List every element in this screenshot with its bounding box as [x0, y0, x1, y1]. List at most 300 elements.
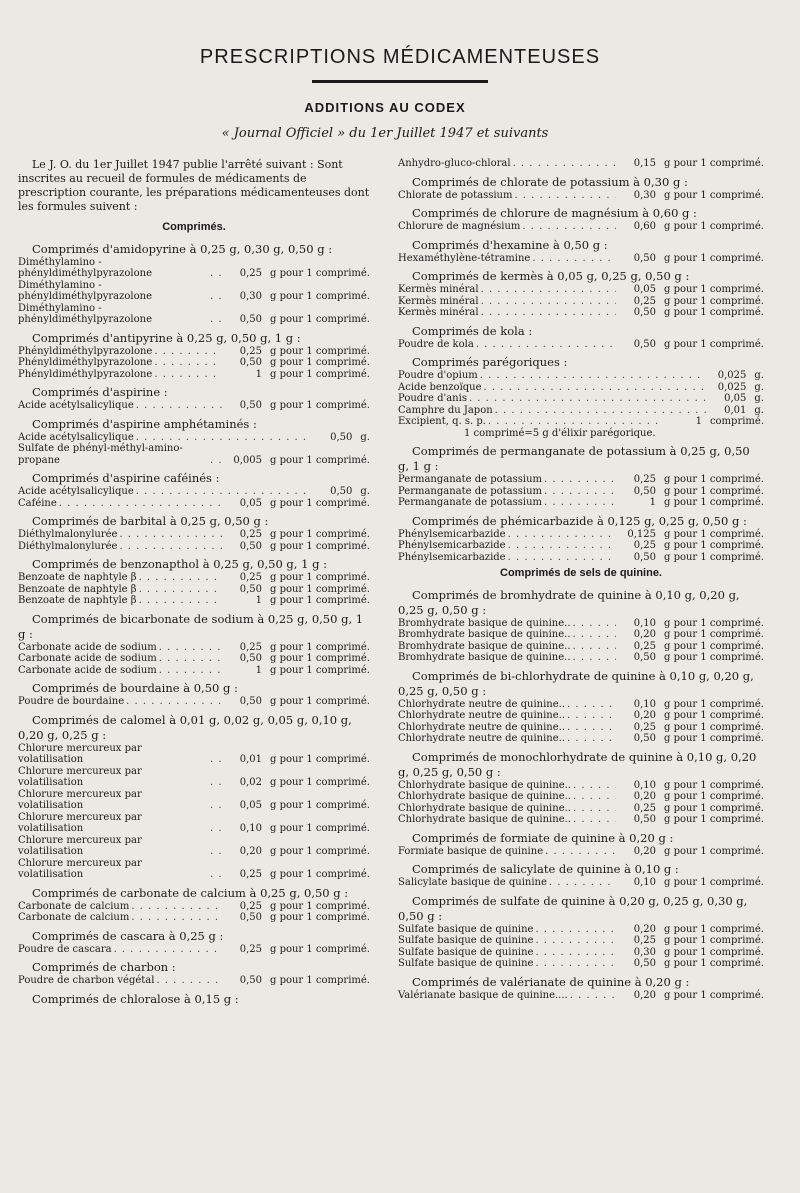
formula-group — [18, 681, 370, 708]
ingredient-quantity: 0,25 — [633, 721, 656, 733]
leader-dots — [535, 958, 616, 970]
ingredient-quantity: 0,005 — [233, 454, 262, 466]
leader-dots — [136, 432, 313, 444]
formula-group — [18, 992, 370, 1007]
ingredient-row — [398, 416, 764, 428]
ingredient-row — [18, 975, 370, 987]
ingredient-quantity: 0,25 — [239, 943, 262, 955]
formula-group — [398, 862, 764, 889]
ingredient-name: Anhydro-gluco-chloral — [398, 158, 511, 169]
ingredient-name: Chlorure de magnésium — [398, 221, 521, 232]
ingredient-unit: g pour 1 comprimé. — [663, 284, 764, 295]
ingredient-row — [18, 642, 370, 654]
ingredient-unit: g. — [360, 486, 370, 497]
ingredient-quantity: 0,50 — [633, 733, 656, 744]
ingredient-row — [398, 190, 764, 202]
ingredient-row — [398, 529, 764, 541]
ingredient-row — [398, 958, 764, 970]
ingredient-quantity: 0,50 — [633, 958, 656, 969]
ingredient-unit: g pour 1 comprimé. — [269, 583, 370, 595]
ingredient-unit: g pour 1 comprimé. — [269, 975, 370, 986]
leader-dots — [114, 944, 222, 956]
ingredient-row — [398, 803, 764, 815]
formula-heading: Comprimés de formiate de quinine à 0,20 g : — [412, 830, 674, 845]
ingredient-unit: g pour 1 comprimé. — [663, 485, 764, 497]
formula-note: 1 comprimé=5 g d'élixir parégorique. — [464, 427, 656, 439]
ingredient-quantity: 0,25 — [633, 295, 656, 307]
ingredient-row — [18, 486, 370, 498]
ingredient-row — [18, 541, 370, 553]
page-title: PRESCRIPTIONS MÉDICAMENTEUSES — [199, 46, 601, 68]
leader-dots — [508, 552, 616, 564]
ingredient-row — [398, 486, 764, 498]
ingredient-name: Chlorure mercureux par volatilisation — [18, 788, 142, 811]
ingredient-name: Formiate basique de quinine — [398, 845, 544, 857]
ingredient-unit: g pour 1 comprimé. — [269, 400, 370, 411]
intro-paragraph: Le J. O. du 1er Juillet 1947 publie l'arrêté suivant : Sont inscrites au recueil de formules de médicaments de prescription courante, les préparations médicamenteuses dont les formules suivent : — [18, 158, 370, 213]
ingredient-unit: g pour 1 comprimé. — [663, 652, 764, 663]
ingredient-row — [398, 253, 764, 265]
ingredient-unit: g pour 1 comprimé. — [269, 641, 370, 653]
ingredient-row — [398, 652, 764, 664]
ingredient-quantity: 0,50 — [330, 431, 353, 443]
formula-heading: Comprimés d'hexamine à 0,50 g : — [412, 237, 608, 252]
ingredient-name: Poudre de cascara — [18, 943, 112, 955]
leader-dots — [544, 474, 616, 486]
formula-heading: Comprimés de phémicarbazide à 0,125 g, 0,25 g, 0,50 g : — [412, 513, 747, 528]
formula-group — [18, 417, 370, 467]
ingredient-quantity: 0,30 — [239, 291, 262, 302]
ingredient-quantity: 0,10 — [239, 823, 262, 834]
ingredient-quantity: 1 — [649, 497, 656, 508]
ingredient-quantity: 0,25 — [633, 640, 656, 652]
ingredient-quantity: 0,20 — [633, 845, 656, 857]
ingredient-name: Kermès minéral — [398, 284, 479, 295]
ingredient-row — [398, 497, 764, 509]
leader-dots — [210, 823, 222, 835]
ingredient-quantity: 0,025 — [717, 381, 747, 393]
ingredient-row — [18, 369, 370, 381]
leader-dots — [469, 393, 706, 405]
formula-group — [398, 514, 764, 564]
ingredient-name: Chlorure mercureux par volatilisation — [18, 834, 142, 857]
ingredient-quantity: 0,15 — [633, 158, 656, 169]
ingredient-unit: g pour 1 comprimé. — [663, 814, 764, 825]
formula-heading: Comprimés de chloralose à 0,15 g : — [32, 991, 239, 1006]
ingredient-name: Chlorhydrate basique de quinine.. — [398, 779, 571, 791]
ingredient-quantity: 0,25 — [239, 529, 262, 540]
ingredient-row — [398, 370, 764, 382]
ingredient-unit: g. — [754, 381, 764, 393]
ingredient-row — [398, 791, 764, 803]
ingredient-name: Sulfate basique de quinine — [398, 935, 534, 946]
ingredient-unit: g pour 1 comprimé. — [269, 540, 370, 552]
leader-dots — [544, 497, 616, 509]
leader-dots — [210, 846, 222, 858]
ingredient-unit: g pour 1 comprimé. — [269, 777, 370, 788]
leader-dots — [488, 416, 662, 428]
ingredient-row — [18, 912, 370, 924]
ingredient-name: Phénylsemicarbazide — [398, 528, 506, 540]
formula-heading: Comprimés de bicarbonate de sodium à 0,25 g, 0,50 g, 1 g : — [18, 611, 364, 641]
ingredient-row — [398, 284, 764, 296]
page-subtitle: ADDITIONS AU CODEX — [304, 100, 466, 115]
ingredient-row — [398, 474, 764, 486]
ingredient-unit: g pour 1 comprimé. — [269, 900, 370, 912]
ingredient-unit: g pour 1 comprimé. — [663, 474, 764, 485]
leader-dots — [139, 584, 222, 596]
ingredient-row — [398, 641, 764, 653]
ingredient-row — [18, 432, 370, 444]
leader-dots — [159, 665, 222, 677]
formula-heading: Comprimés de charbon : — [32, 960, 176, 974]
leader-dots — [508, 529, 616, 541]
ingredient-quantity: 0,60 — [633, 221, 656, 232]
leader-dots — [573, 618, 616, 630]
formula-group — [398, 444, 764, 509]
ingredient-quantity: 0,20 — [633, 923, 656, 935]
formula-group — [398, 206, 764, 233]
formula-heading: Comprimés parégoriques : — [412, 355, 568, 369]
ingredient-row — [398, 158, 764, 170]
ingredient-row — [18, 696, 370, 708]
formula-group — [398, 831, 764, 858]
ingredient-quantity: 0,50 — [239, 696, 262, 707]
ingredient-quantity: 0,50 — [239, 583, 262, 595]
formula-heading: Comprimés de sulfate de quinine à 0,20 g, 0,25 g, 0,30 g, 0,50 g : — [398, 893, 748, 923]
ingredient-quantity: 0,20 — [633, 989, 656, 1001]
formula-heading: Comprimés d'aspirine : — [32, 385, 168, 399]
ingredient-name: Chlorhydrate basique de quinine.. — [398, 791, 571, 802]
leader-dots — [159, 642, 222, 654]
leader-dots — [513, 158, 616, 170]
ingredient-name: Sulfate basique de quinine — [398, 958, 534, 969]
formula-group — [398, 355, 764, 439]
ingredient-row — [18, 443, 370, 466]
formula-heading: Comprimés de bi-chlorhydrate de quinine à 0,10 g, 0,20 g, 0,25 g, 0,50 g : — [398, 668, 754, 698]
formula-heading: Comprimés de valérianate de quinine à 0,20 g : — [412, 974, 690, 989]
ingredient-row — [18, 357, 370, 369]
leader-dots — [139, 572, 222, 584]
ingredient-quantity: 0,50 — [633, 652, 656, 663]
formula-group — [398, 975, 764, 1002]
ingredient-unit: g pour 1 comprimé. — [269, 314, 370, 325]
ingredient-row — [398, 393, 764, 405]
ingredient-name: Benzoate de naphtyle β — [18, 583, 137, 595]
ingredient-unit: g pour 1 comprimé. — [663, 733, 764, 744]
ingredient-unit: g pour 1 comprimé. — [663, 295, 764, 307]
ingredient-unit: g pour 1 comprimé. — [269, 454, 370, 466]
ingredient-quantity: 0,25 — [633, 540, 656, 551]
ingredient-quantity: 0,50 — [633, 338, 656, 350]
source-line: « Journal Officiel » du 1er Juillet 1947 et suivants — [221, 126, 549, 141]
formula-group — [398, 269, 764, 319]
formula-heading: Comprimés de bourdaine à 0,50 g : — [32, 681, 238, 695]
leader-dots — [481, 296, 616, 308]
ingredient-row — [18, 280, 370, 303]
ingredient-name: Sulfate basique de quinine — [398, 923, 534, 935]
ingredient-unit: g pour 1 comprimé. — [269, 497, 370, 509]
ingredient-name: Acide acétylsalicylique — [18, 431, 134, 443]
leader-dots — [136, 486, 313, 498]
ingredient-row — [398, 339, 764, 351]
ingredient-row — [18, 901, 370, 913]
ingredient-row — [18, 346, 370, 358]
ingredient-unit: g pour 1 comprimé. — [663, 551, 764, 563]
leader-dots — [210, 754, 222, 766]
leader-dots — [514, 190, 616, 202]
formula-heading: Comprimés de bromhydrate de quinine à 0,10 g, 0,20 g, 0,25 g, 0,50 g : — [398, 587, 740, 617]
ingredient-unit: g pour 1 comprimé. — [269, 846, 370, 857]
leader-dots — [131, 912, 222, 924]
ingredient-row — [18, 572, 370, 584]
ingredient-row — [18, 257, 370, 280]
ingredient-unit: g. — [754, 393, 764, 404]
section-heading: Comprimés. — [162, 221, 226, 233]
ingredient-quantity: 0,20 — [633, 629, 656, 640]
formula-group — [398, 324, 764, 351]
ingredient-quantity: 0,05 — [239, 497, 262, 509]
ingredient-unit: g pour 1 comprimé. — [663, 779, 764, 791]
ingredient-unit: g pour 1 comprimé. — [663, 540, 764, 551]
ingredient-unit: g pour 1 comprimé. — [269, 572, 370, 583]
leader-dots — [210, 777, 222, 789]
formula-group — [398, 158, 764, 170]
ingredient-quantity: 0,05 — [633, 284, 656, 295]
ingredient-unit: g pour 1 comprimé. — [663, 845, 764, 857]
ingredient-name: Permanganate de potassium — [398, 474, 543, 485]
ingredient-row — [398, 629, 764, 641]
ingredient-quantity: 0,20 — [633, 791, 656, 802]
ingredient-row — [398, 722, 764, 734]
leader-dots — [522, 221, 616, 233]
ingredient-name: Bromhydrate basique de quinine.. — [398, 617, 571, 629]
leader-dots — [535, 924, 616, 936]
leader-dots — [570, 990, 616, 1002]
ingredient-quantity: 0,50 — [239, 400, 262, 411]
ingredient-quantity: 1 — [255, 368, 262, 380]
leader-dots — [573, 803, 616, 815]
formula-group — [18, 886, 370, 924]
ingredient-unit: g pour 1 comprimé. — [269, 869, 370, 880]
ingredient-name: Diéthylmalonylurée — [18, 540, 118, 552]
ingredient-quantity: 0,10 — [633, 779, 656, 791]
leader-dots — [573, 641, 616, 653]
leader-dots — [508, 540, 616, 552]
formula-heading: Comprimés de monochlorhydrate de quinine à 0,10 g, 0,20 g, 0,25 g, 0,50 g : — [398, 749, 757, 779]
ingredient-name: Diméthylamino - phényldiméthylpyrazolone — [18, 256, 153, 279]
ingredient-row — [18, 743, 370, 766]
formula-heading: Comprimés d'aspirine amphétaminés : — [32, 416, 257, 431]
ingredient-name: Excipient, q. s. p. — [398, 416, 486, 427]
formula-group — [398, 568, 764, 664]
ingredient-unit: g pour 1 comprimé. — [269, 268, 370, 279]
leader-dots — [535, 947, 616, 959]
ingredient-row — [398, 405, 764, 417]
ingredient-quantity: 0,50 — [239, 912, 262, 923]
formula-group — [398, 175, 764, 202]
ingredient-name: Chlorure mercureux par volatilisation — [18, 857, 142, 880]
ingredient-row — [398, 618, 764, 630]
ingredient-name: Permanganate de potassium — [398, 497, 543, 508]
leader-dots — [59, 498, 222, 510]
ingredient-name: Phénylsemicarbazide — [398, 551, 506, 563]
ingredient-quantity: 0,50 — [633, 252, 656, 264]
ingredient-name: Caféine — [18, 497, 57, 509]
formula-group — [18, 612, 370, 677]
ingredient-name: Chlorhydrate basique de quinine.. — [398, 814, 571, 825]
formula-heading: Comprimés de calomel à 0,01 g, 0,02 g, 0,05 g, 0,10 g, 0,20 g, 0,25 g : — [18, 712, 352, 742]
leader-dots — [567, 733, 616, 745]
ingredient-row — [18, 789, 370, 812]
leader-dots — [484, 382, 707, 394]
ingredient-unit: g pour 1 comprimé. — [269, 754, 370, 765]
ingredient-unit: g pour 1 comprimé. — [663, 710, 764, 721]
leader-dots — [119, 529, 222, 541]
ingredient-quantity: 0,30 — [633, 946, 656, 958]
ingredient-row — [18, 498, 370, 510]
ingredient-quantity: 0,25 — [239, 572, 262, 583]
ingredient-name: Chlorhydrate neutre de quinine.. — [398, 710, 566, 721]
ingredient-row — [18, 529, 370, 541]
ingredient-unit: g pour 1 comprimé. — [663, 617, 764, 629]
ingredient-name: Chlorure mercureux par volatilisation — [18, 765, 142, 788]
formula-heading: Comprimés de cascara à 0,25 g : — [32, 928, 224, 943]
ingredient-unit: g pour 1 comprimé. — [269, 345, 370, 357]
ingredient-quantity: 0,50 — [633, 551, 656, 563]
left-column — [18, 158, 370, 1012]
leader-dots — [480, 370, 707, 382]
formula-group — [18, 514, 370, 552]
ingredient-name: Bromhydrate basique de quinine.. — [398, 629, 571, 640]
ingredient-name: Diéthylmalonylurée — [18, 529, 118, 540]
ingredient-unit: g pour 1 comprimé. — [663, 958, 764, 969]
formula-heading: Comprimés d'aspirine caféinés : — [32, 471, 220, 485]
ingredient-quantity: 0,01 — [724, 404, 747, 416]
ingredient-name: Kermès minéral — [398, 307, 479, 318]
leader-dots — [126, 696, 222, 708]
ingredient-name: Poudre de charbon végétal — [18, 975, 155, 986]
formula-group — [18, 713, 370, 881]
ingredient-unit: g pour 1 comprimé. — [269, 912, 370, 923]
ingredient-name: Poudre de bourdaine — [18, 696, 125, 707]
ingredient-row — [398, 877, 764, 889]
formula-heading: Comprimés de barbital à 0,25 g, 0,50 g : — [32, 514, 269, 528]
ingredient-name: Sulfate de phényl-méthyl-amino-propane — [18, 443, 183, 466]
ingredient-unit: g pour 1 comprimé. — [663, 158, 764, 169]
ingredient-quantity: 0,50 — [633, 307, 656, 318]
title-rule — [312, 80, 488, 83]
ingredient-quantity: 0,50 — [330, 486, 353, 497]
ingredient-quantity: 0,10 — [633, 698, 656, 710]
formula-group — [18, 557, 370, 607]
ingredient-unit: g pour 1 comprimé. — [269, 943, 370, 955]
formula-group — [398, 669, 764, 745]
ingredient-name: Kermès minéral — [398, 295, 479, 307]
leader-dots — [545, 846, 616, 858]
ingredient-unit: g pour 1 comprimé. — [663, 923, 764, 935]
ingredient-row — [398, 221, 764, 233]
ingredient-quantity: 0,30 — [633, 189, 656, 201]
ingredient-name: Valérianate basique de quinine.... — [398, 989, 568, 1001]
ingredient-name: Hexaméthylène-tétramine — [398, 252, 531, 264]
formula-heading: Comprimés de permanganate de potassium à 0,25 g, 0,50 g, 1 g : — [398, 444, 750, 473]
leader-dots — [573, 652, 616, 664]
ingredient-name: Acide acétylsalicylique — [18, 400, 134, 411]
ingredient-name: Phényldiméthylpyrazolone — [18, 357, 153, 368]
ingredient-name: Carbonate acide de sodium — [18, 641, 157, 653]
ingredient-row — [398, 296, 764, 308]
ingredient-unit: g pour 1 comprimé. — [663, 935, 764, 946]
ingredient-unit: g. — [754, 370, 764, 381]
ingredient-quantity: 0,25 — [239, 900, 262, 912]
ingredient-unit: g pour 1 comprimé. — [663, 307, 764, 318]
ingredient-quantity: 0,50 — [239, 975, 262, 986]
ingredient-row — [398, 552, 764, 564]
ingredient-quantity: 0,50 — [239, 653, 262, 664]
leader-dots — [567, 710, 616, 722]
formula-group — [18, 929, 370, 956]
ingredient-row — [18, 858, 370, 881]
leader-dots — [210, 800, 222, 812]
ingredient-unit: g pour 1 comprimé. — [663, 629, 764, 640]
ingredient-unit: g pour 1 comprimé. — [269, 529, 370, 540]
ingredient-row — [398, 307, 764, 319]
ingredient-name: Chlorhydrate neutre de quinine.. — [398, 733, 566, 744]
formula-group — [18, 471, 370, 509]
ingredient-unit: g pour 1 comprimé. — [269, 595, 370, 606]
ingredient-name: Diméthylamino - phényldiméthylpyrazolone — [18, 302, 153, 325]
leader-dots — [573, 629, 616, 641]
ingredient-unit: g pour 1 comprimé. — [663, 528, 764, 540]
ingredient-name: Camphre du Japon — [398, 404, 493, 416]
ingredient-name: Diméthylamino - phényldiméthylpyrazolone — [18, 279, 153, 302]
ingredient-unit: g pour 1 comprimé. — [663, 252, 764, 264]
ingredient-name: Carbonate acide de sodium — [18, 664, 157, 676]
leader-dots — [481, 284, 616, 296]
ingredient-unit: g pour 1 comprimé. — [663, 189, 764, 201]
ingredient-quantity: 0,25 — [239, 345, 262, 357]
ingredient-name: Chlorhydrate neutre de quinine.. — [398, 721, 566, 733]
formula-heading: Comprimés de carbonate de calcium à 0,25 g, 0,50 g : — [32, 885, 349, 900]
leader-dots — [210, 314, 222, 326]
ingredient-quantity: 0,50 — [239, 357, 262, 368]
leader-dots — [131, 901, 222, 913]
ingredient-unit: g pour 1 comprimé. — [663, 338, 764, 350]
ingredient-row — [18, 400, 370, 412]
ingredient-quantity: 0,20 — [239, 846, 262, 857]
ingredient-row — [398, 540, 764, 552]
ingredient-row — [398, 382, 764, 394]
ingredient-row — [18, 944, 370, 956]
leader-dots — [210, 291, 222, 303]
ingredient-name: Benzoate de naphtyle β — [18, 595, 137, 606]
ingredient-quantity: 1 — [255, 664, 262, 676]
ingredient-unit: g. — [754, 404, 764, 416]
ingredient-name: Sulfate basique de quinine — [398, 946, 534, 958]
section-heading: Comprimés de sels de quinine. — [500, 567, 662, 579]
ingredient-row — [18, 835, 370, 858]
formula-group — [398, 750, 764, 826]
ingredient-row — [398, 814, 764, 826]
formula-heading: Comprimés de benzonapthol à 0,25 g, 0,50 g, 1 g : — [32, 557, 327, 571]
ingredient-name: Chlorure mercureux par volatilisation — [18, 811, 142, 834]
leader-dots — [210, 268, 222, 280]
formula-heading: Comprimés de chlorure de magnésium à 0,60 g : — [412, 206, 697, 220]
right-column — [398, 158, 764, 1006]
leader-dots — [154, 357, 222, 369]
ingredient-name: Carbonate acide de sodium — [18, 653, 157, 664]
